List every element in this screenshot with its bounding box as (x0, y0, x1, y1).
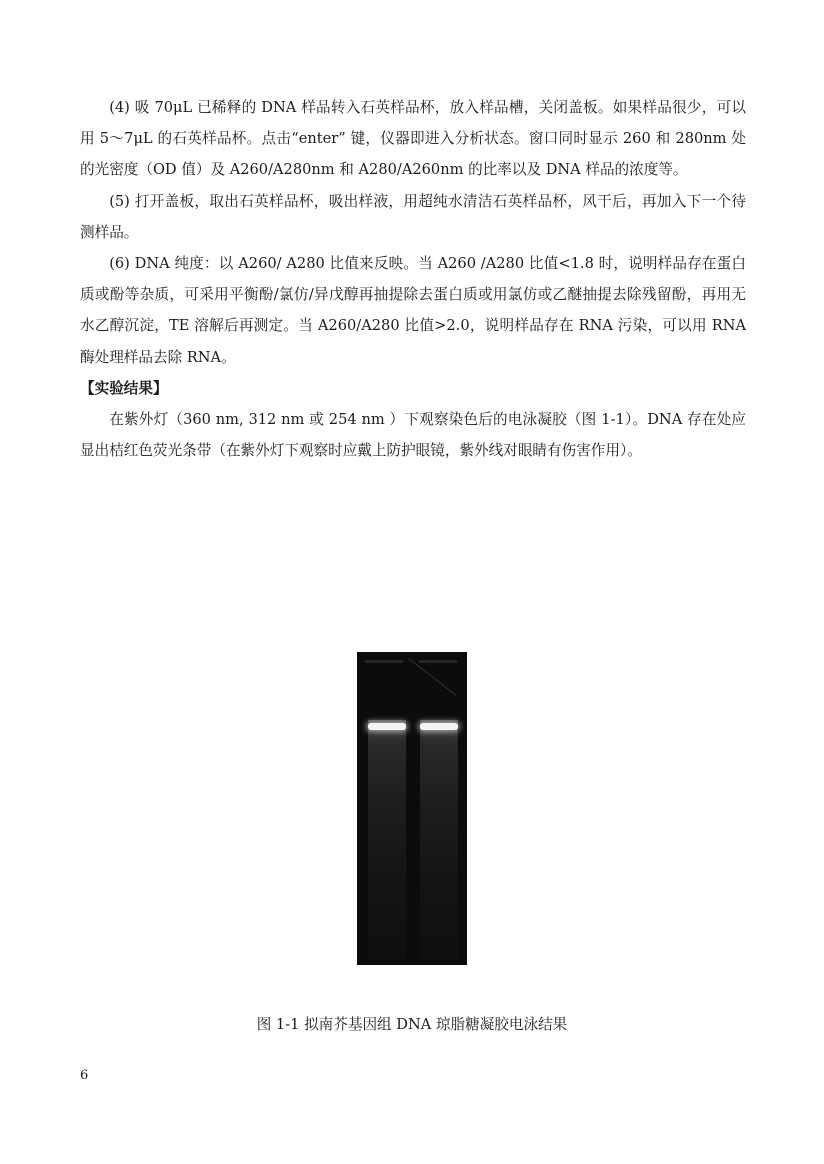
paragraph-step-4: (4) 吸 70μL 已稀释的 DNA 样品转入石英样品杯，放入样品槽，关闭盖板。如果样品很少，可以用 5～7μL 的石英样品杯。点击“enter” 键，仪器即进入分析状态。窗口同时显示 260 和 280nm 处的光密度（OD 值）及 A260/A280nm 和 A280/A260nm 的比率以及 DNA 样品的浓度等。 (80, 99, 746, 179)
paragraph-step-6: (6) DNA 纯度：以 A260/ A280 比值来反映。当 A260 /A280 比值<1.8 时，说明样品存在蛋白质或酚等杂质，可采用平衡酚/氯仿/异戊醇再抽提除去蛋白质或用氯仿或乙醚抽提去除残留酚，再用无水乙醇沉淀，TE 溶解后再测定。当 A260/A280 比值>2.0，说明样品存在 RNA 污染，可以用 RNA 酶处理样品去除 RNA。 (80, 255, 746, 366)
gel-lane-2-band (420, 723, 458, 730)
gel-lane-1-band (368, 723, 406, 730)
gel-well-1 (365, 660, 403, 663)
gel-well-2 (419, 660, 457, 663)
section-heading-results: 【实验结果】 (80, 379, 168, 397)
gel-electrophoresis-image (357, 652, 467, 965)
page-number: 6 (80, 1068, 89, 1083)
paragraph-results: 在紫外灯（360 nm, 312 nm 或 254 nm ）下观察染色后的电泳凝胶（图 1-1）。DNA 存在处应显出桔红色荧光条带（在紫外灯下观察时应戴上防护眼镜，紫外线对眼睛有伤害作用）。 (80, 411, 746, 460)
paragraph-step-5: (5) 打开盖板，取出石英样品杯，吸出样液，用超纯水清洁石英样品杯，风干后，再加入下一个待测样品。 (80, 192, 746, 241)
gel-lane-2-smear (420, 720, 458, 960)
gel-lane-1-smear (368, 720, 406, 960)
figure-caption: 图 1-1 拟南芥基因组 DNA 琼脂糖凝胶电泳结果 (256, 1016, 568, 1033)
gel-artifact-streak (407, 658, 457, 698)
body-text (80, 92, 746, 466)
